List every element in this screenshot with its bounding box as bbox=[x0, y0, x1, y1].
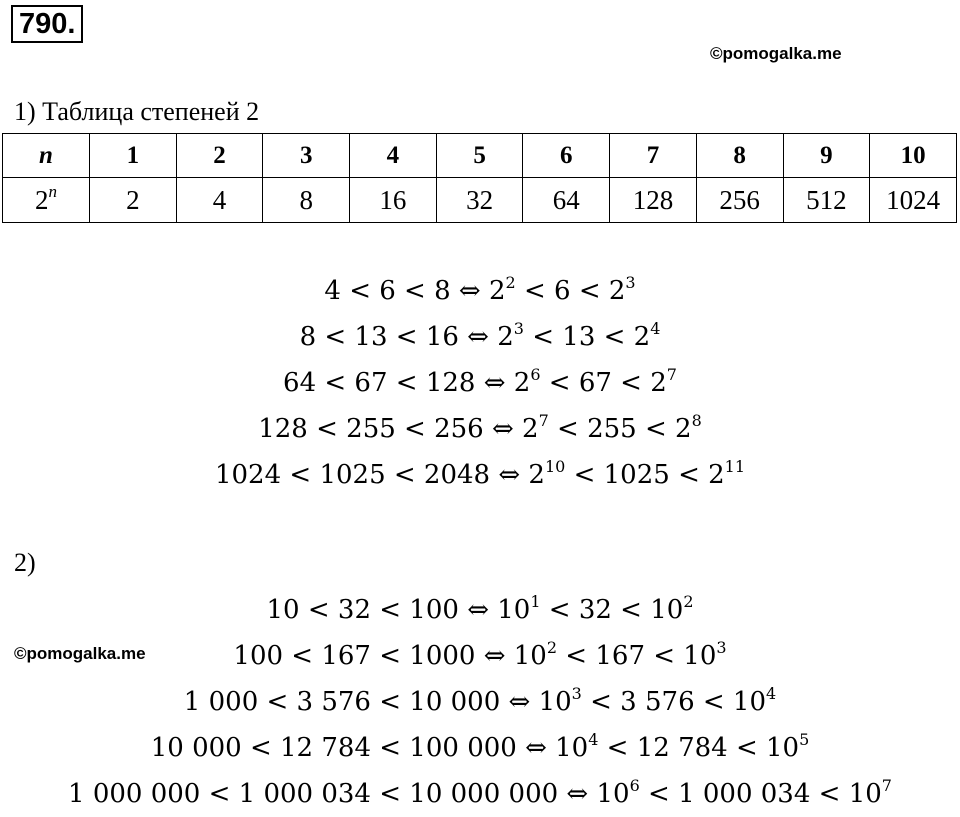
inequality-left: 8 < 13 < 16 ⇔ 2 bbox=[299, 322, 514, 352]
inequality-mid: < 3 576 < 10 bbox=[581, 687, 767, 717]
inequality-line bbox=[0, 771, 960, 817]
table-cell: 4 bbox=[176, 178, 263, 223]
table-cell: 2 bbox=[90, 178, 177, 223]
exponent: 6 bbox=[530, 365, 541, 384]
inequality-mid: < 1025 < 2 bbox=[565, 460, 725, 490]
exponent: 7 bbox=[666, 365, 677, 384]
table-cell: 128 bbox=[610, 178, 697, 223]
inequality-left: 1024 < 1025 < 2048 ⇔ 2 bbox=[214, 460, 545, 490]
exponent: 4 bbox=[650, 319, 661, 338]
table-cell: 8 bbox=[263, 178, 350, 223]
exponent: 7 bbox=[881, 776, 892, 795]
watermark: ©pomogalka.me bbox=[710, 44, 842, 63]
inequality-line bbox=[0, 452, 960, 498]
inequality-left: 10 < 32 < 100 ⇔ 10 bbox=[266, 595, 531, 625]
exponent: 4 bbox=[766, 684, 777, 703]
row-label-exponent: n bbox=[48, 181, 57, 201]
exponent: 3 bbox=[625, 273, 636, 292]
part-2-inequalities bbox=[0, 587, 960, 817]
inequality-left: 64 < 67 < 128 ⇔ 2 bbox=[283, 368, 531, 398]
exponent: 1 bbox=[530, 592, 541, 611]
table-cell: 32 bbox=[436, 178, 523, 223]
exponent: 2 bbox=[546, 638, 558, 657]
inequality-left: 1 000 000 < 1 000 034 < 10 000 000 ⇔ 10 bbox=[68, 779, 630, 809]
exponent: 7 bbox=[538, 411, 549, 430]
table-cell: 64 bbox=[523, 178, 610, 223]
exponent: 3 bbox=[571, 684, 582, 703]
exponent: 11 bbox=[724, 457, 746, 476]
inequality-line bbox=[0, 360, 960, 406]
table-cell: 5 bbox=[436, 134, 523, 178]
inequality-line bbox=[0, 679, 960, 725]
part-1-label: 1) Таблица степеней 2 bbox=[14, 97, 260, 126]
table-header-row bbox=[3, 134, 957, 178]
part-1-inequalities bbox=[0, 268, 960, 498]
table-cell: 1024 bbox=[870, 178, 957, 223]
inequality-mid: < 1 000 034 < 10 bbox=[639, 779, 882, 809]
inequality-left: 100 < 167 < 1000 ⇔ 10 bbox=[233, 641, 547, 671]
exponent: 2 bbox=[505, 273, 516, 292]
table-cell: 9 bbox=[783, 134, 870, 178]
inequality-mid: < 67 < 2 bbox=[540, 368, 667, 398]
row-label-base: 2 bbox=[35, 184, 49, 215]
inequality-line bbox=[0, 725, 960, 771]
inequality-left: 4 < 6 < 8 ⇔ 2 bbox=[324, 276, 506, 306]
inequality-mid: < 13 < 2 bbox=[523, 322, 651, 352]
table-cell: 8 bbox=[696, 134, 783, 178]
exponent: 10 bbox=[544, 457, 566, 476]
table-cell: 6 bbox=[523, 134, 610, 178]
powers-of-two-table bbox=[2, 133, 957, 223]
watermark: ©pomogalka.me bbox=[14, 644, 146, 663]
exponent: 5 bbox=[799, 730, 810, 749]
inequality-line bbox=[0, 314, 960, 360]
table-cell: 10 bbox=[870, 134, 957, 178]
exponent: 3 bbox=[513, 319, 524, 338]
exponent: 8 bbox=[691, 411, 702, 430]
inequality-mid: < 167 < 10 bbox=[557, 641, 717, 671]
table-cell: 256 bbox=[696, 178, 783, 223]
problem-number: 790. bbox=[11, 5, 83, 43]
inequality-line bbox=[0, 406, 960, 452]
exponent: 6 bbox=[629, 776, 640, 795]
table-cell: 4 bbox=[350, 134, 437, 178]
table-cell: 7 bbox=[610, 134, 697, 178]
row-label-2n bbox=[3, 178, 90, 223]
inequality-line bbox=[0, 268, 960, 314]
inequality-line bbox=[0, 587, 960, 633]
table-cell: 1 bbox=[90, 134, 177, 178]
table-cell: 16 bbox=[350, 178, 437, 223]
table-cell: 3 bbox=[263, 134, 350, 178]
inequality-mid: < 32 < 10 bbox=[540, 595, 684, 625]
exponent: 4 bbox=[588, 730, 599, 749]
inequality-mid: < 255 < 2 bbox=[548, 414, 692, 444]
table-cell: 2 bbox=[176, 134, 263, 178]
inequality-mid: < 6 < 2 bbox=[515, 276, 626, 306]
table-values-row bbox=[3, 178, 957, 223]
header-cell-n: n bbox=[3, 134, 90, 178]
inequality-left: 10 000 < 12 784 < 100 000 ⇔ 10 bbox=[150, 733, 589, 763]
exponent: 2 bbox=[683, 592, 694, 611]
exponent: 3 bbox=[716, 638, 727, 657]
inequality-mid: < 12 784 < 10 bbox=[598, 733, 800, 763]
part-2-label: 2) bbox=[14, 548, 36, 577]
table-cell: 512 bbox=[783, 178, 870, 223]
inequality-left: 128 < 255 < 256 ⇔ 2 bbox=[258, 414, 539, 444]
inequality-left: 1 000 < 3 576 < 10 000 ⇔ 10 bbox=[183, 687, 572, 717]
